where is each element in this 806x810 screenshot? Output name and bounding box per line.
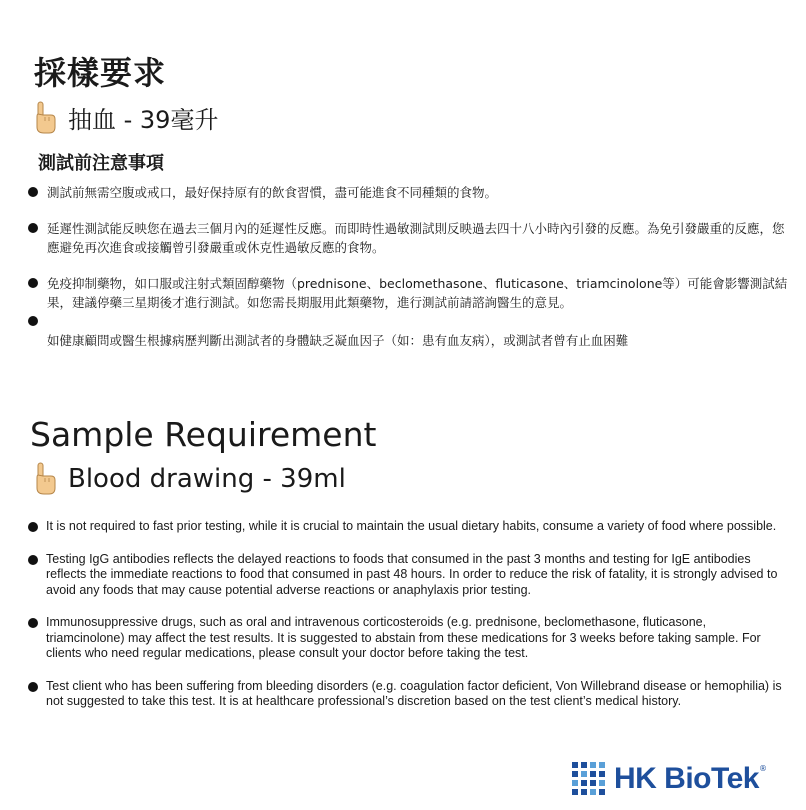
dot-grid-logo-icon bbox=[570, 760, 608, 798]
zh-notice-heading: 測試前注意事項 bbox=[38, 153, 164, 174]
list-item bbox=[28, 679, 783, 710]
bullet-dot-icon bbox=[28, 682, 38, 692]
logo-text: HK BioTek bbox=[614, 762, 759, 795]
zh-page-title: 採樣要求 bbox=[34, 54, 167, 92]
list-item-text: Test client who has been suffering from bleeding disorders (e.g. coagulation factor deficient, Von Willebrand disease or hemophilia) is not suggested to take this test. It is at healthcare professional’s discretion based on the test client’s medical history. bbox=[46, 678, 782, 708]
en-blood-row bbox=[34, 462, 346, 496]
list-item bbox=[28, 219, 788, 257]
list-item-text: Testing IgG antibodies reflects the delayed reactions to foods that consumed in the past 3 months and testing for IgE antibodies reflects the immediate reactions to food that consumed in past 48 hours. In order to reduce the risk of fatality, it is strongly advised to avoid any foods that may cause potential adverse reactions or anaphylaxis prior testing. bbox=[46, 551, 778, 597]
list-item bbox=[28, 615, 783, 662]
list-item bbox=[28, 552, 783, 599]
bullet-dot-icon bbox=[28, 618, 38, 628]
list-item-text: It is not required to fast prior testing, while it is crucial to maintain the usual dietary habits, consume a variety of food where possible. bbox=[46, 519, 777, 533]
logo-trademark: ® bbox=[758, 764, 767, 773]
bullet-dot-icon bbox=[28, 187, 38, 197]
en-notice-list bbox=[28, 519, 783, 710]
zh-blood-row bbox=[34, 100, 218, 135]
list-item-text: 如健康顧問或醫生根據病歷判斷出測試者的身體缺乏凝血因子（如：患有血友病），或測試者曾有止血困難 bbox=[47, 333, 629, 348]
en-blood-label: Blood drawing - 39ml bbox=[68, 464, 346, 494]
bullet-dot-icon bbox=[28, 316, 38, 326]
bullet-dot-icon bbox=[28, 223, 38, 233]
bullet-dot-icon bbox=[28, 555, 38, 565]
list-item-text: 延遲性測試能反映您在過去三個月內的延遲性反應。而即時性過敏測試則反映過去四十八小時內引發的反應。為免引發嚴重的反應，您應避免再次進食或接觸曾引發嚴重或休克性過敏反應的食物。 bbox=[47, 221, 785, 255]
bullet-dot-icon bbox=[28, 522, 38, 532]
zh-blood-label: 抽血 - 39毫升 bbox=[68, 106, 219, 134]
list-item bbox=[28, 312, 788, 350]
bullet-dot-icon bbox=[28, 278, 38, 288]
pointing-hand-icon bbox=[34, 101, 58, 135]
list-item-text: 測試前無需空腹或戒口，最好保持原有的飲食習慣，盡可能進食不同種類的食物。 bbox=[47, 185, 498, 200]
hk-biotek-logo bbox=[570, 760, 767, 798]
pointing-hand-icon bbox=[34, 462, 58, 496]
en-page-title: Sample Requirement bbox=[30, 415, 377, 454]
list-item-text: Immunosuppressive drugs, such as oral and intravenous corticosteroids (e.g. prednisone, beclomethasone, fluticasone, triamcinolone) may affect the test results. It is suggested to abstain from these medications for 3 weeks before taking sample. For clients who need regular medications, please consult your doctor before taking the test. bbox=[46, 615, 761, 660]
list-item-text: 免疫抑制藥物，如口服或注射式類固醇藥物（prednisone、beclomethasone、fluticasone、triamcinolone等）可能會影響測試結果，建議停藥三星期後才進行測試。如您需長期服用此類藥物，進行測試前請諮詢醫生的意見。 bbox=[47, 276, 788, 310]
list-item bbox=[28, 183, 788, 202]
list-item bbox=[28, 274, 788, 312]
zh-notice-list bbox=[28, 183, 788, 350]
list-item bbox=[28, 519, 783, 535]
